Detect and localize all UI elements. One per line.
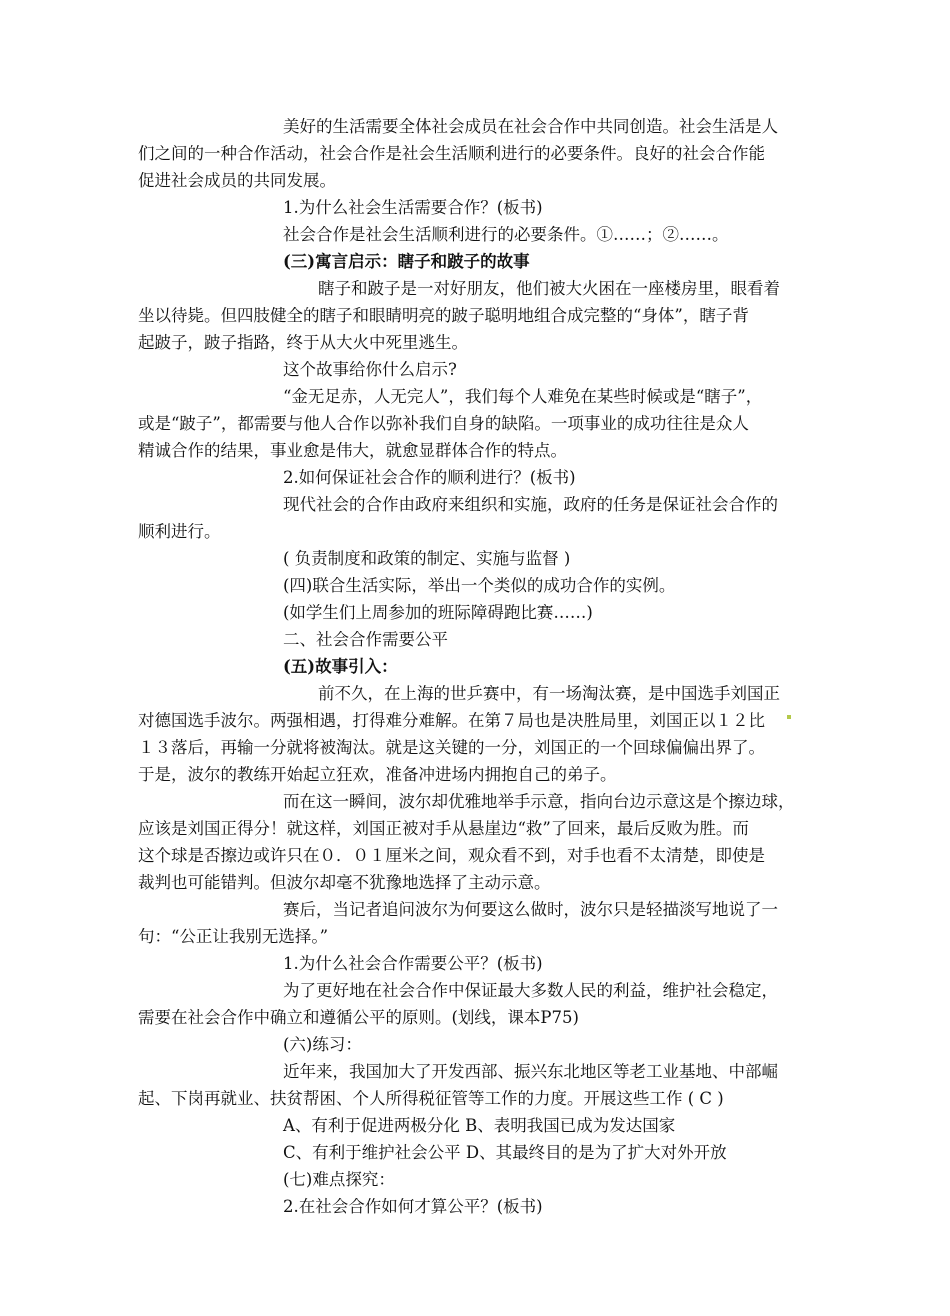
text-line: 需要在社会合作中确立和遵循公平的原则。(划线，课本P75) [138, 1008, 579, 1027]
section-heading: (七)难点探究： [283, 1170, 395, 1189]
text-line: 2.在社会合作如何才算公平？(板书) [283, 1197, 543, 1216]
text-line: 或是“跛子”，都需要与他人合作以弥补我们自身的缺陷。一项事业的成功往往是众人 [138, 414, 749, 433]
text-line: 前不久，在上海的世乒赛中，有一场淘汰赛，是中国选手刘国正 [318, 684, 780, 703]
text-line: 社会合作是社会生活顺利进行的必要条件。①……；②……。 [283, 225, 729, 244]
text-line: 而在这一瞬间，波尔却优雅地举手示意，指向台边示意这是个擦边球， [283, 792, 795, 811]
text-line: 2.如何保证社会合作的顺利进行？(板书) [283, 468, 576, 487]
text-line: 起跛子，跛子指路，终于从大火中死里逃生。 [138, 333, 468, 352]
text-line: (四)联合生活实际，举出一个类似的成功合作的实例。 [283, 576, 676, 595]
text-line: 于是，波尔的教练开始起立狂欢，准备冲进场内拥抱自己的弟子。 [138, 765, 617, 784]
section-heading: (五)故事引入： [283, 657, 398, 676]
text-line: 近年来，我国加大了开发西部、振兴东北地区等老工业基地、中部崛 [283, 1062, 778, 1081]
text-line: １３落后，再输一分就将被淘汰。就是这关键的一分，刘国正的一个回球偏偏出界了。 [138, 738, 765, 757]
text-line: (如学生们上周参加的班际障碍跑比赛……) [283, 603, 593, 622]
text-line: 现代社会的合作由政府来组织和实施，政府的任务是保证社会合作的 [283, 495, 778, 514]
text-line: 瞎子和跛子是一对好朋友，他们被大火困在一座楼房里，眼看着 [318, 279, 780, 298]
section-heading: (三)寓言启示：瞎子和跛子的故事 [283, 252, 530, 271]
text-line: 应该是刘国正得分！就这样，刘国正被对手从悬崖边“救”了回来，最后反败为胜。而 [138, 819, 749, 838]
text-line: 们之间的一种合作活动，社会合作是社会生活顺利进行的必要条件。良好的社会合作能 [138, 144, 765, 163]
text-line: 这个故事给你什么启示? [283, 360, 457, 379]
answer-option: C、有利于维护社会公平 D、其最终目的是为了扩大对外开放 [283, 1143, 727, 1162]
text-line: 精诚合作的结果，事业愈是伟大，就愈显群体合作的特点。 [138, 441, 567, 460]
text-line: 为了更好地在社会合作中保证最大多数人民的利益，维护社会稳定， [283, 981, 778, 1000]
section-heading: (六)练习： [283, 1035, 362, 1054]
text-line: 1.为什么社会合作需要公平？(板书) [283, 954, 543, 973]
text-line: ( 负责制度和政策的制定、实施与监督 ) [283, 549, 571, 568]
text-line: 裁判也可能错判。但波尔却毫不犹豫地选择了主动示意。 [138, 873, 551, 892]
text-line: 促进社会成员的共同发展。 [138, 171, 336, 190]
text-line: 美好的生活需要全体社会成员在社会合作中共同创造。社会生活是人 [283, 117, 778, 136]
text-line: 起、下岗再就业、扶贫帮困、个人所得税征管等工作的力度。开展这些工作 ( C ) [138, 1089, 724, 1108]
text-line: 对德国选手波尔。两强相遇，打得难分难解。在第７局也是决胜局里，刘国正以１２比 [138, 711, 765, 730]
text-line: 这个球是否擦边或许只在０．０１厘米之间，观众看不到，对手也看不太清楚，即使是 [138, 846, 765, 865]
text-line: 坐以待毙。但四肢健全的瞎子和眼睛明亮的跛子聪明地组合成完整的“身体”，瞎子背 [138, 306, 749, 325]
text-line: 句：“公正让我别无选择。” [138, 927, 329, 946]
highlight-mark [787, 715, 791, 719]
text-line: 1.为什么社会生活需要合作？(板书) [283, 198, 543, 217]
text-line: “金无足赤，人无完人”，我们每个人难免在某些时候或是“瞎子”， [283, 387, 763, 406]
answer-option: A、有利于促进两极分化 B、表明我国已成为发达国家 [283, 1116, 676, 1135]
text-line: 顺利进行。 [138, 522, 221, 541]
text-line: 赛后，当记者追问波尔为何要这么做时，波尔只是轻描淡写地说了一 [283, 900, 778, 919]
section-heading: 二、社会合作需要公平 [283, 630, 448, 649]
